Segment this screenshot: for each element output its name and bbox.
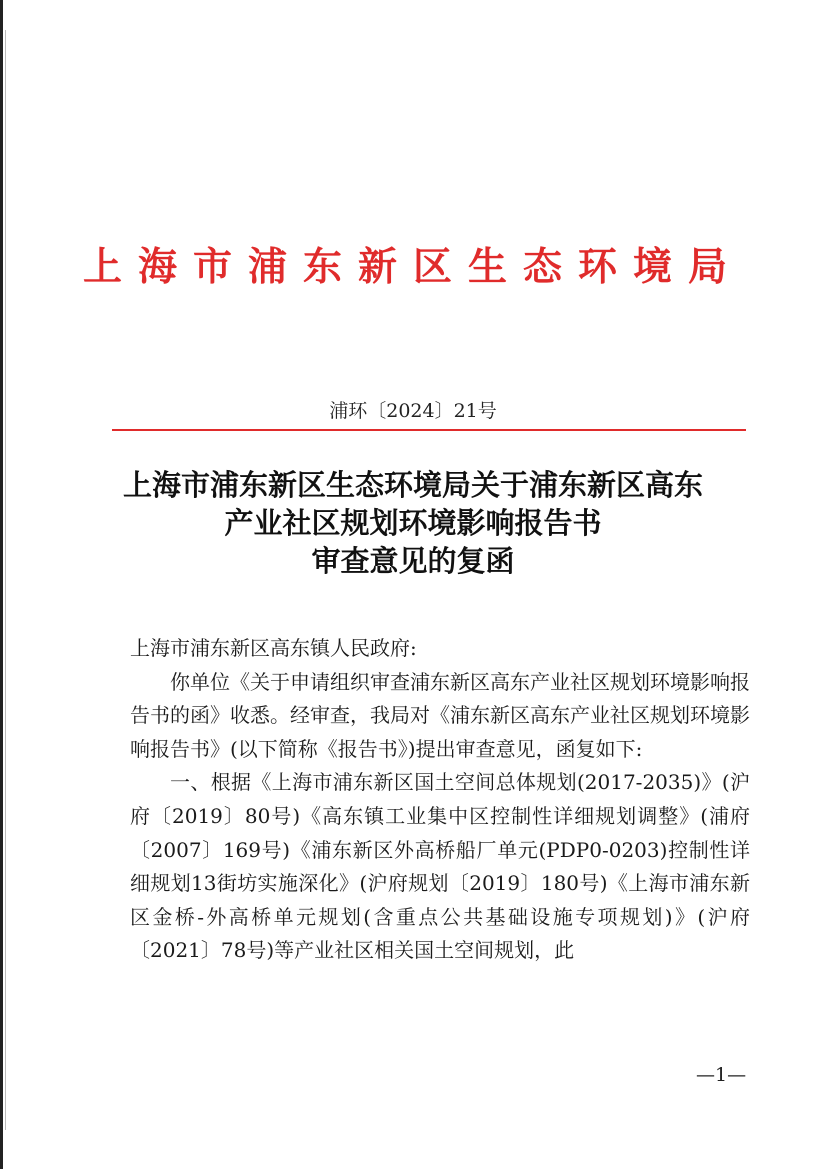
title-line-3: 审查意见的复函: [311, 544, 515, 578]
body-paragraph-2: 一、根据《上海市浦东新区国土空间总体规划(2017-2035)》(沪府〔2019〕80号)《高东镇工业集中区控制性详细规划调整》(浦府〔2007〕169号)《浦东新区外高桥船厂单元(PDP0-0203)控制性详细规划13街坊实施深化》(沪府规划〔2019〕180号)《上海市浦东新区金桥-外高桥单元规划(含重点公共基础设施专项规划)》(沪府〔2021〕78号)等产业社区相关国土空间规划，此: [130, 770, 750, 963]
red-separator-line: [112, 429, 746, 431]
title-line-2: 产业社区规划环境影响报告书: [224, 506, 602, 540]
salutation: 上海市浦东新区高东镇人民政府:: [130, 636, 417, 660]
scan-edge-shadow: [0, 0, 3, 1169]
document-number: 浦环〔2024〕21号: [329, 400, 497, 422]
document-body: [130, 632, 750, 968]
scan-edge-line: [5, 30, 6, 1130]
title-line-1: 上海市浦东新区生态环境局关于浦东新区高东: [122, 468, 703, 502]
body-paragraph-1: 你单位《关于申请组织审查浦东新区高东产业社区规划环境影响报告书的函》收悉。经审查，我局对《浦东新区高东产业社区规划环境影响报告书》(以下简称《报告书》)提出审查意见，函复如下:: [130, 669, 750, 761]
document-title: [0, 466, 826, 580]
agency-header-title: 上海市浦东新区生态环境局: [82, 244, 743, 290]
page-number: —1—: [696, 1064, 747, 1086]
